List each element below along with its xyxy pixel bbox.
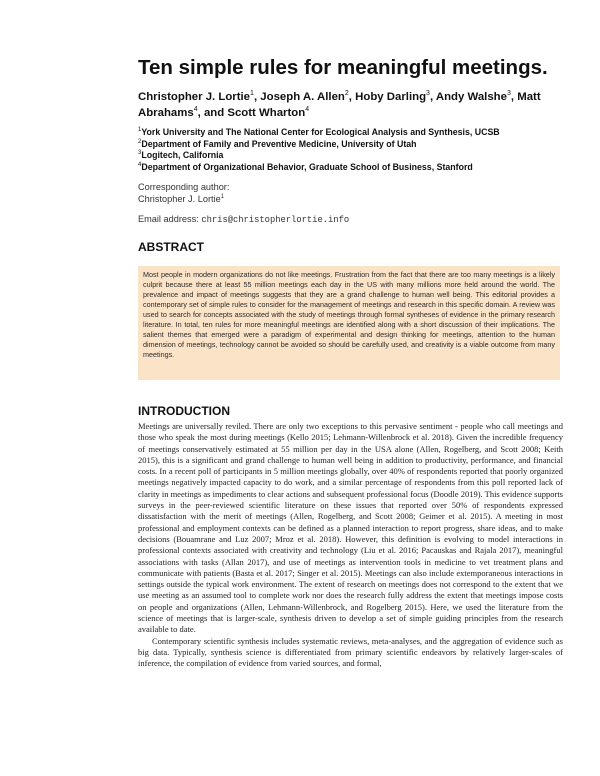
author-name: Hoby Darling <box>355 91 427 103</box>
introduction-heading: INTRODUCTION <box>138 404 230 418</box>
affiliation-sup: 4 <box>138 161 142 168</box>
affiliation-text: Department of Organizational Behavior, Graduate School of Business, Stanford <box>141 161 473 172</box>
abstract-text: Most people in modern organizations do not like meetings. Frustration from the fact that there are too many meetings is a likely culprit because there at least 55 million meetings each day in the US with many millions more held around the world. The prevalence and impact of meetings suggests that they are a grand challenge to human well being. This editorial provides a contemporary set of simple rules to consider for the management of meetings and research in this specific domain. A review was used to search for concepts associated with the study of meetings through formal syntheses of evidence in the primary research literature. In total, ten rules for more meaningful meetings are identified along with a short discussion of their implications. The salient themes that emerged were a paradigm of experimental and design thinking for meetings, attention to the human dimension of meetings, technology cannot be avoided so should be carefully used, and creativity is a viable outcome from many meetings. <box>143 270 555 359</box>
affiliation-text: York University and The National Center for Ecological Analysis and Synthesis, UCSB <box>141 127 500 137</box>
affiliation-sup: 2 <box>138 138 142 145</box>
author-name: Christopher J. Lortie <box>138 91 251 103</box>
author-affiliation-sup: 3 <box>426 90 430 98</box>
affiliation-text: Department of Family and Preventive Medicine, University of Utah <box>141 138 417 149</box>
author-affiliation-sup: 1 <box>250 90 254 98</box>
affiliation <box>138 139 588 151</box>
email-address[interactable]: chris@christopherlortie.info <box>201 215 350 225</box>
intro-paragraph-2: Contemporary scientific synthesis includes systematic reviews, meta-analyses, and the aggregation of evidence such as big data. Typically, synthesis science is differentiated from primary scientific endeavors by relatively larger-scales of inference, the compilation of evidence from varied sources, and formal, <box>138 635 563 669</box>
intro-paragraph-1: Meetings are universally reviled. There are only two exceptions to this pervasive sentiment - people who call meetings and those who speak the most during meetings (Kello 2015; Lehmann-Willenbrock et al. 2018). Given the incredible frequency of meetings conservatively estimated at 55 million per day in the USA alone (Allen, Rogelberg, and Scott 2008; Keith 2015), this is a significant and grand challenge to human well being in addition to productivity, performance, and financial costs. In a recent poll of participants in 5 million meetings globally, over 40% of respondents reported that poorly organized meetings negatively impacted capacity to do work, and a similar percentage of respondents from this poll reported lack of clarity in meetings as impediments to clear actions and subsequent professional focus (Doodle 2019). This evidence supports surveys in the peer-reviewed scientific literature on these issues that reported over 50% of respondents expressed dissatisfaction with the merit of meetings (Allen, Rogelberg, and Scott 2008; Geimer et al. 2015). A meeting in most professional and employment contexts can be defined as a planned interaction to report progress, share ideas, and to make decisions (Bouamrane and Luz 2007; Mroz et al. 2018). However, this definition is evolving to model interactions in professional contexts associated with creativity and technology (Liu et al. 2016; Pacauskas and Rajala 2017), meaningful associations with tasks (Allan 2017), and use of meetings as intervention tools in medicine to vet treatment plans and communicate with patients (Basta et al. 2017; Singer et al. 2015). Meetings can also include extemporaneous interactions in settings outside the typical work environment. The extent of research on meetings does not correspond to the extent that we use meeting as an assumed tool to complete work nor does the research fully address the extent that meetings impose costs on people and organizations (Allen, Lehmann-Willenbrock, and Rogelberg 2015). Here, we used the literature from the science of meetings that is larger-scale, synthesis driven to develop a set of simple guiding principles from the research available to date. <box>138 421 563 635</box>
author-separator: , and <box>197 107 228 119</box>
corresponding-label: Corresponding author: <box>138 182 230 192</box>
introduction-body <box>138 421 563 670</box>
affiliation-text: Logitech, California <box>141 150 224 161</box>
corresponding-sup: 1 <box>220 193 225 200</box>
author-name: Scott Wharton <box>227 107 306 119</box>
affiliation <box>138 150 588 162</box>
corresponding-name-line <box>138 194 578 206</box>
author-name: Joseph A. Allen <box>260 91 345 103</box>
abstract-heading: ABSTRACT <box>138 240 204 254</box>
author-list <box>138 89 578 121</box>
affiliation <box>138 162 588 174</box>
author-separator: , <box>253 91 261 103</box>
abstract-box <box>138 266 560 380</box>
author-separator: , <box>348 91 356 103</box>
author-name: Andy Walshe <box>435 91 507 103</box>
author-separator: , <box>510 91 518 103</box>
author-affiliation-sup: 3 <box>506 90 511 98</box>
corresponding-name: Christopher J. Lortie <box>138 193 221 204</box>
affiliation-sup: 1 <box>138 127 142 134</box>
affiliation <box>138 127 588 139</box>
email-label: Email address: <box>138 214 199 224</box>
author-affiliation-sup: 4 <box>193 106 198 114</box>
affiliation-sup: 3 <box>138 150 142 157</box>
corresponding-author <box>138 182 578 205</box>
author-affiliation-sup: 2 <box>344 90 349 98</box>
affiliation-list <box>138 127 588 173</box>
author-separator: , <box>429 91 436 103</box>
email-line <box>138 213 578 226</box>
paper-title: Ten simple rules for meaningful meetings. <box>138 56 548 79</box>
author-name: Matt Abrahams <box>138 91 541 119</box>
author-affiliation-sup: 4 <box>305 106 310 114</box>
